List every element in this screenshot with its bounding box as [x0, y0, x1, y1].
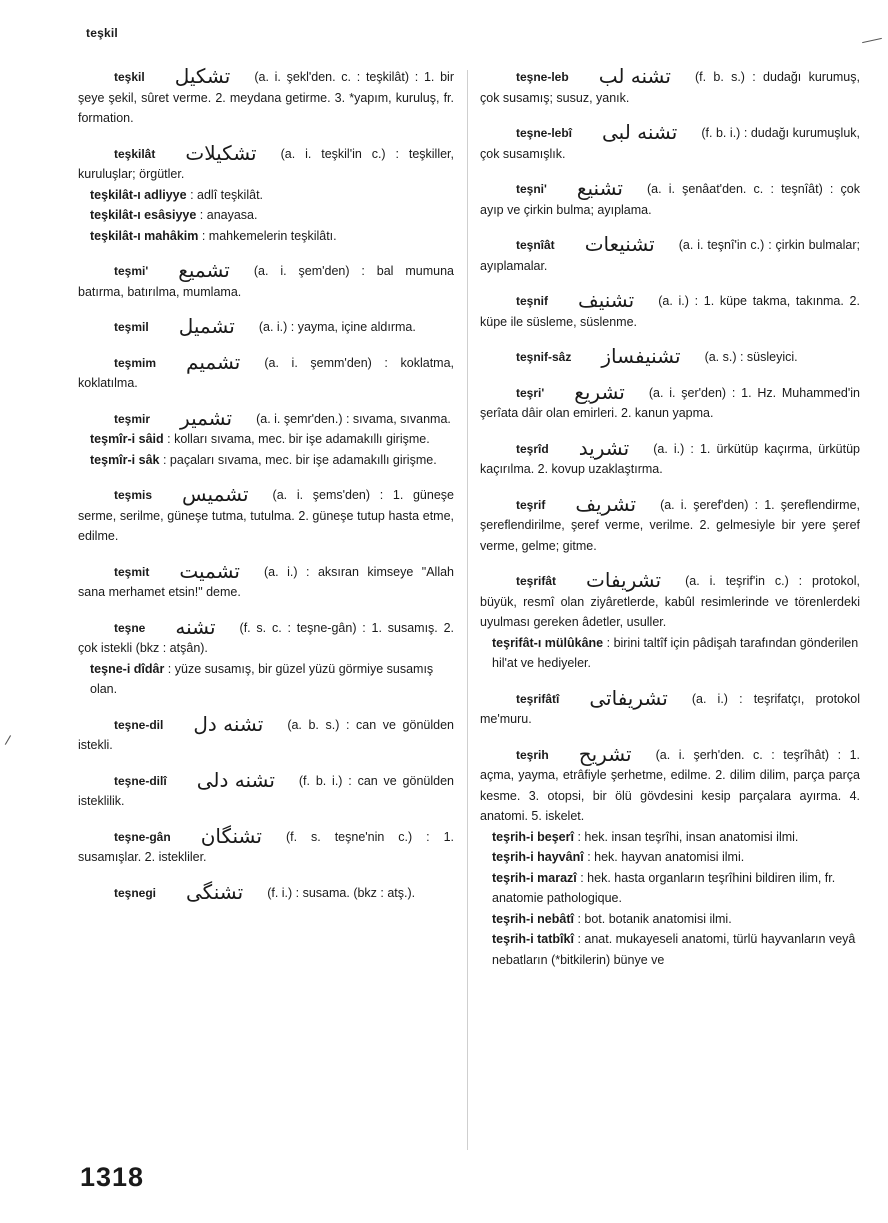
- entry-line: [480, 290, 860, 332]
- headword: teşmis: [114, 488, 153, 502]
- entry-line: [78, 767, 454, 812]
- sub-entry: teşkilât-ı esâsiyye : anayasa.: [90, 208, 258, 222]
- arabic-script: تشريفاتى: [589, 685, 668, 710]
- dictionary-entry: [480, 122, 860, 164]
- dictionary-entry: [78, 484, 454, 547]
- dictionary-entry: [78, 614, 454, 700]
- dictionary-entry: [78, 711, 454, 756]
- entry-line: [78, 66, 454, 129]
- entry-line: [78, 260, 454, 302]
- entry-line: [78, 316, 454, 338]
- dictionary-entry: [78, 879, 454, 904]
- definition-text: (a. i.) : aksıran kimseye "Allah sana merhamet etsin!" deme.: [78, 564, 454, 599]
- entry-line: [78, 349, 454, 394]
- arabic-script: تشكيلات: [185, 140, 257, 165]
- arabic-script: تشريع: [574, 379, 625, 404]
- sub-entry: teşrih-i hayvânî : hek. hayvan anatomisi ilmi.: [492, 850, 745, 864]
- dictionary-entry: [78, 66, 454, 129]
- entry-line: [480, 66, 860, 108]
- dictionary-entry: [480, 379, 860, 424]
- entry-line: [78, 140, 454, 185]
- arabic-script: تشريفات: [586, 568, 662, 592]
- arabic-script: تشميل: [178, 314, 235, 338]
- arabic-script: تشريد: [578, 435, 630, 460]
- column-divider: [467, 70, 468, 1150]
- definition-text: (f. b. i.) : can ve gönülden isteklilik.: [78, 773, 454, 808]
- entry-line: [480, 741, 860, 827]
- definition-text: (a. i. şekl'den. c. : teşkilât) : 1. bir şeye şekil, sûret verme. 2. meydana getirme. 3. *yapım, kuruluş, fr. formation.: [78, 70, 454, 125]
- headword: teşri': [516, 385, 545, 400]
- arabic-script: تشمير: [180, 405, 233, 430]
- entry-line: [480, 122, 860, 164]
- dictionary-entry: [78, 260, 454, 302]
- definition-text: (a. i. şerh'den. c. : teşrîhât) : 1. açma, yayma, etrâfiyle şerhetme, edilme. 2. dilim dilim, parça parça kesme. 3. otopsi, bir ölü gövdesini kesip parçalara ayırma. 4. anatomi. 5. iskelet.: [480, 747, 860, 823]
- dictionary-entry: [480, 491, 860, 557]
- headword: teşne-gân: [114, 829, 171, 844]
- headword: teşmir: [114, 411, 151, 426]
- dictionary-entry: [480, 234, 860, 276]
- headword: teşrih: [516, 747, 549, 762]
- entry-line: [480, 685, 860, 730]
- definition-text: (a. i. şemr'den.) : sıvama, sıvanma.: [256, 411, 451, 426]
- arabic-script: تشنه دل: [193, 711, 264, 736]
- headword: teşkil: [114, 70, 145, 84]
- arabic-script: تشنيعات: [584, 232, 655, 256]
- headword: teşrif: [516, 497, 546, 512]
- sub-entry: teşkilât-ı mahâkim : mahkemelerin teşkilâtı.: [90, 228, 337, 243]
- arabic-script: تشريح: [578, 741, 632, 766]
- definition-text: (a. i. teşrif'in c.) : protokol, büyük, resmî olan ziyâretlerde, kabûl resimlerinde ve törenlerdeki uyulması gereken âdetler, usuller.: [480, 574, 860, 629]
- definition-text: (a. i. şer'den) : 1. Hz. Muhammed'in şerîata dâir olan emirleri. 2. kanun yapma.: [480, 385, 860, 420]
- headword: teşrifâtî: [516, 691, 560, 706]
- arabic-script: تشريف: [575, 491, 637, 516]
- margin-mark: /: [3, 731, 12, 749]
- dictionary-entry: [78, 316, 454, 338]
- entry-line: [78, 614, 454, 659]
- dictionary-entry: [480, 66, 860, 108]
- definition-text: (a. s.) : süsleyici.: [704, 350, 798, 364]
- headword: teşne-lebî: [516, 126, 573, 140]
- definition-text: (f. b. s.) : dudağı kurumuş, çok susamış; susuz, yanık.: [480, 70, 860, 105]
- entry-line: [78, 711, 454, 756]
- page-number: 1318: [80, 1162, 145, 1192]
- arabic-script: تشنه لب: [598, 64, 671, 88]
- entry-line: [480, 570, 860, 633]
- headword: teşni': [516, 182, 547, 196]
- dictionary-entry: [480, 685, 860, 730]
- definition-text: (a. i.) : teşrifatçı, protokol me'muru.: [480, 691, 860, 726]
- entry-line: [480, 346, 860, 368]
- headword: teşmil: [114, 320, 149, 334]
- headword: teşnif-sâz: [516, 350, 572, 364]
- entry-line: [480, 435, 860, 480]
- sub-entry: teşne-i dîdâr : yüze susamış, bir güzel yüzü görmiye susamış olan.: [90, 661, 434, 696]
- entry-line: [78, 405, 454, 430]
- definition-text: (a. i. teşkil'in c.) : teşkiller, kuruluşlar; örgütler.: [78, 146, 454, 181]
- entry-line: [480, 379, 860, 424]
- arabic-script: تشميع: [178, 258, 230, 282]
- definition-text: (a. i. şem'den) : bal mumuna batırma, batırılma, mumlama.: [78, 264, 454, 299]
- headword: teşrifât: [516, 574, 557, 588]
- dictionary-entry: [480, 435, 860, 480]
- definition-text: (f. s. c. : teşne-gân) : 1. susamış. 2. çok istekli (bkz : atşân).: [78, 620, 454, 655]
- entry-line: [480, 491, 860, 557]
- arabic-script: تشنگى: [186, 879, 244, 904]
- definition-text: (f. b. i.) : dudağı kurumuşluk, çok susamışlık.: [480, 126, 860, 161]
- sub-entry: teşrih-i marazî : hek. hasta organların teşrîhini bildiren ilim, fr. anatomie pathologique.: [492, 870, 836, 905]
- definition-text: (a. b. s.) : can ve gönülden istekli.: [78, 717, 454, 752]
- left-column: [78, 66, 454, 917]
- arabic-script: تشنه: [175, 614, 216, 639]
- headword: teşnif: [516, 294, 549, 308]
- definition-text: (a. i. teşnî'in c.) : çirkin bulmalar; ayıplamalar.: [480, 238, 860, 273]
- headword: teşmi': [114, 264, 149, 278]
- arabic-script: تشنه لبى: [602, 120, 678, 144]
- arabic-script: تشميم: [186, 349, 241, 374]
- dictionary-entry: [78, 767, 454, 812]
- entry-line: [78, 484, 454, 547]
- headword: teşne-dilî: [114, 773, 167, 788]
- headword: teşne: [114, 620, 146, 635]
- entry-line: [78, 823, 454, 868]
- definition-text: (a. i. şemm'den) : koklatma, koklatılma.: [78, 355, 454, 390]
- sub-entry: teşmîr-i sâk : paçaları sıvama, mec. bir işe adamakıllı girişme.: [90, 452, 437, 467]
- entry-line: [78, 879, 454, 904]
- dictionary-entry: [78, 140, 454, 247]
- sub-entry: teşrih-i beşerî : hek. insan teşrîhi, insan anatomisi ilmi.: [492, 829, 799, 844]
- arabic-script: تشنه دلى: [196, 767, 275, 792]
- entry-line: [78, 558, 454, 603]
- dictionary-entry: [78, 349, 454, 394]
- arabic-script: تشنگان: [200, 823, 262, 848]
- scan-mark: [862, 38, 882, 43]
- right-column: [480, 66, 860, 984]
- headword: teşmit: [114, 564, 150, 579]
- dictionary-entry: [480, 570, 860, 674]
- headword: teşne-leb: [516, 70, 569, 84]
- definition-text: (f. s. teşne'nin c.) : 1. susamışlar. 2. istekliler.: [78, 829, 454, 864]
- definition-text: (a. i. şems'den) : 1. güneşe serme, serilme, güneşe tutma, tutulma. 2. güneşe tutup hasta etme, edilme.: [78, 488, 454, 543]
- entry-line: [480, 178, 860, 220]
- headword: teşnîât: [516, 238, 555, 252]
- arabic-script: تشميس: [182, 482, 249, 506]
- entry-line: [480, 234, 860, 276]
- dictionary-entry: [480, 741, 860, 971]
- arabic-script: تشكيل: [174, 64, 231, 88]
- definition-text: (a. i. şenâat'den. c. : teşnîât) : çok ayıp ve çirkin bulma; ayıplama.: [480, 182, 860, 217]
- dictionary-entry: [480, 178, 860, 220]
- definition-text: (a. i.) : 1. ürkütüp kaçırma, ürkütüp kaçırılma. 2. kovup uzaklaştırma.: [480, 441, 860, 476]
- arabic-script: تشنيع: [576, 176, 623, 200]
- sub-entry: teşmîr-i sâid : kolları sıvama, mec. bir işe adamakıllı girişme.: [90, 432, 430, 446]
- definition-text: (f. i.) : susama. (bkz : atş.).: [267, 885, 416, 900]
- definition-text: (a. i.) : 1. küpe takma, takınma. 2. küpe ile süsleme, süslenme.: [480, 294, 860, 329]
- headword: teşrîd: [516, 441, 549, 456]
- dictionary-entry: [78, 405, 454, 471]
- definition-text: (a. i.) : yayma, içine aldırma.: [258, 320, 416, 334]
- arabic-script: تشنيف: [578, 288, 635, 312]
- dictionary-entry: [78, 823, 454, 868]
- sub-entry: teşrih-i nebâtî : bot. botanik anatomisi ilmi.: [492, 911, 732, 926]
- arabic-script: تشنيفساز: [601, 344, 681, 368]
- dictionary-entry: [480, 290, 860, 332]
- sub-entry: teşrifât-ı mülûkâne : birini taltîf için pâdişah tarafından gönderilen hil'at ve hediyeler.: [492, 635, 859, 670]
- running-head: teşkil: [86, 26, 118, 40]
- headword: teşne-dil: [114, 717, 164, 732]
- sub-entry: teşrih-i tatbîkî : anat. mukayeseli anatomi, türlü hayvanların veyâ nebatların (*bitkilerin) bünye ve: [492, 932, 856, 967]
- headword: teşnegi: [114, 885, 157, 900]
- headword: teşkilât: [114, 146, 156, 161]
- sub-entry: teşkilât-ı adliyye : adlî teşkilât.: [90, 187, 264, 202]
- dictionary-entry: [78, 558, 454, 603]
- dictionary-entry: [480, 346, 860, 368]
- arabic-script: تشميت: [179, 558, 240, 583]
- definition-text: (a. i. şeref'den) : 1. şereflendirme, şereflendirilme, şeref verme, verilme. 2. gelmesiyle bir yere şeref verme, gelme; gitme.: [480, 497, 860, 553]
- headword: teşmim: [114, 355, 157, 370]
